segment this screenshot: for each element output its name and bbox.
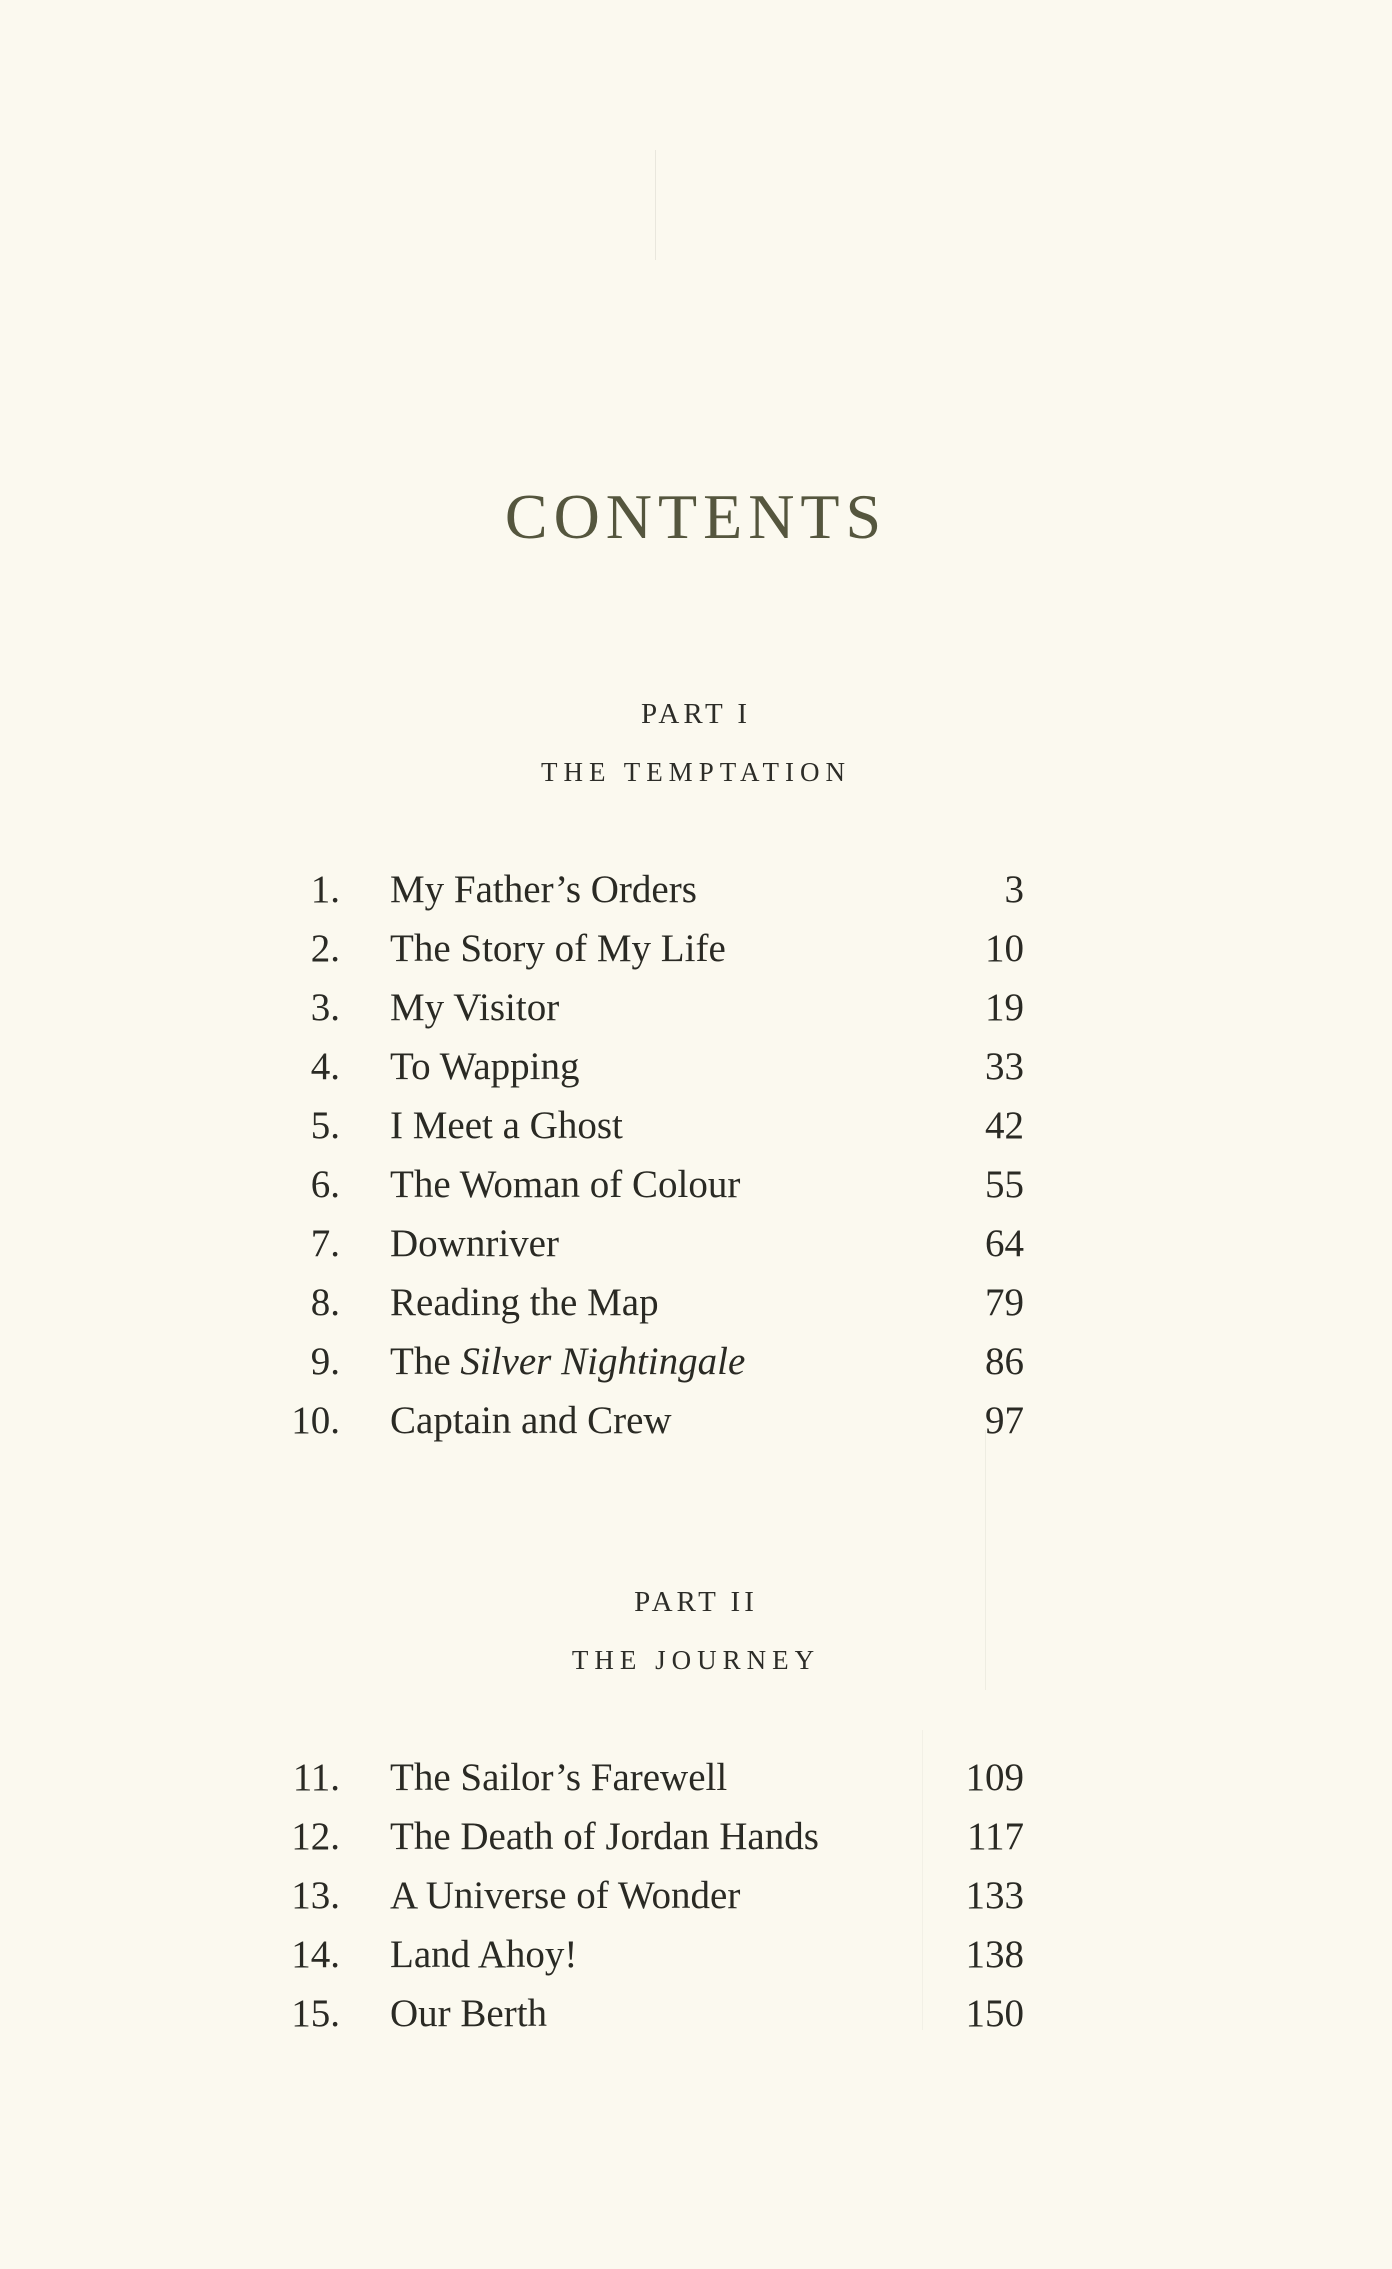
chapter-page: 64 (985, 1222, 1024, 1265)
chapter-page: 79 (985, 1281, 1024, 1324)
chapter-row[interactable] (0, 860, 1392, 919)
chapter-page: 33 (985, 1045, 1024, 1088)
chapter-title (390, 1332, 745, 1391)
chapter-page: 10 (985, 927, 1024, 970)
chapter-number: 9. (310, 1340, 340, 1383)
chapter-number: 6. (310, 1163, 340, 1206)
chapter-row[interactable] (0, 1273, 1392, 1332)
chapter-number: 8. (310, 1281, 340, 1324)
chapter-row[interactable] (0, 978, 1392, 1037)
chapter-number: 1. (310, 868, 340, 911)
chapter-title: The Death of Jordan Hands (390, 1815, 819, 1858)
part-subtitle: THE TEMPTATION (540, 757, 852, 787)
chapter-number: 7. (310, 1222, 340, 1265)
chapter-row[interactable] (0, 1984, 1392, 2043)
chapter-row[interactable] (0, 1096, 1392, 1155)
chapter-number: 5. (310, 1104, 340, 1147)
chapter-title: My Visitor (390, 986, 560, 1029)
chapter-row[interactable] (0, 1214, 1392, 1273)
page-title: CONTENTS (504, 481, 888, 552)
chapter-page: 55 (985, 1163, 1024, 1206)
chapter-number: 12. (291, 1815, 340, 1858)
part-label: PART II (634, 1586, 758, 1618)
part-subtitle: THE JOURNEY (571, 1645, 821, 1675)
chapter-page: 138 (965, 1933, 1024, 1976)
part-label: PART I (640, 698, 752, 730)
chapter-title: The Sailor’s Farewell (390, 1756, 728, 1799)
chapter-page: 133 (965, 1874, 1024, 1917)
chapter-row[interactable] (0, 1748, 1392, 1807)
chapter-page: 42 (985, 1104, 1024, 1147)
chapter-title: Reading the Map (390, 1281, 659, 1324)
chapter-row[interactable] (0, 1391, 1392, 1450)
chapter-title: The Story of My Life (390, 927, 726, 970)
chapter-title: My Father’s Orders (390, 868, 697, 911)
chapter-number: 13. (291, 1874, 340, 1917)
chapter-title: The Woman of Colour (390, 1163, 741, 1206)
scan-mark (655, 150, 656, 260)
chapter-row[interactable] (0, 1037, 1392, 1096)
chapter-title: Our Berth (390, 1992, 548, 2035)
chapter-title: To Wapping (390, 1045, 580, 1088)
chapter-number: 14. (291, 1933, 340, 1976)
chapter-row[interactable] (0, 1155, 1392, 1214)
chapter-list (0, 1748, 1392, 2043)
chapter-title: I Meet a Ghost (390, 1104, 623, 1147)
chapter-title-prefix: The (390, 1340, 461, 1383)
chapter-row[interactable] (0, 919, 1392, 978)
chapter-title: Downriver (390, 1222, 559, 1265)
chapter-title: A Universe of Wonder (390, 1874, 741, 1917)
chapter-number: 10. (291, 1399, 340, 1442)
chapter-number: 4. (310, 1045, 340, 1088)
chapter-page: 117 (966, 1815, 1024, 1858)
chapter-page: 86 (985, 1340, 1024, 1383)
chapter-row[interactable] (0, 1807, 1392, 1866)
chapter-list (0, 860, 1392, 1450)
chapter-row[interactable] (0, 1332, 1392, 1391)
chapter-page: 150 (965, 1992, 1024, 2035)
chapter-page: 109 (965, 1756, 1024, 1799)
chapter-page: 3 (1004, 868, 1024, 911)
chapter-title: Captain and Crew (390, 1399, 672, 1442)
chapter-number: 3. (310, 986, 340, 1029)
chapter-number: 15. (291, 1992, 340, 2035)
chapter-number: 2. (310, 927, 340, 970)
chapter-page: 97 (985, 1399, 1024, 1442)
chapter-row[interactable] (0, 1925, 1392, 1984)
chapter-row[interactable] (0, 1866, 1392, 1925)
chapter-number: 11. (292, 1756, 340, 1799)
chapter-title-italic: Silver Nightingale (460, 1340, 746, 1383)
chapter-title: Land Ahoy! (390, 1933, 578, 1976)
chapter-page: 19 (985, 986, 1024, 1029)
